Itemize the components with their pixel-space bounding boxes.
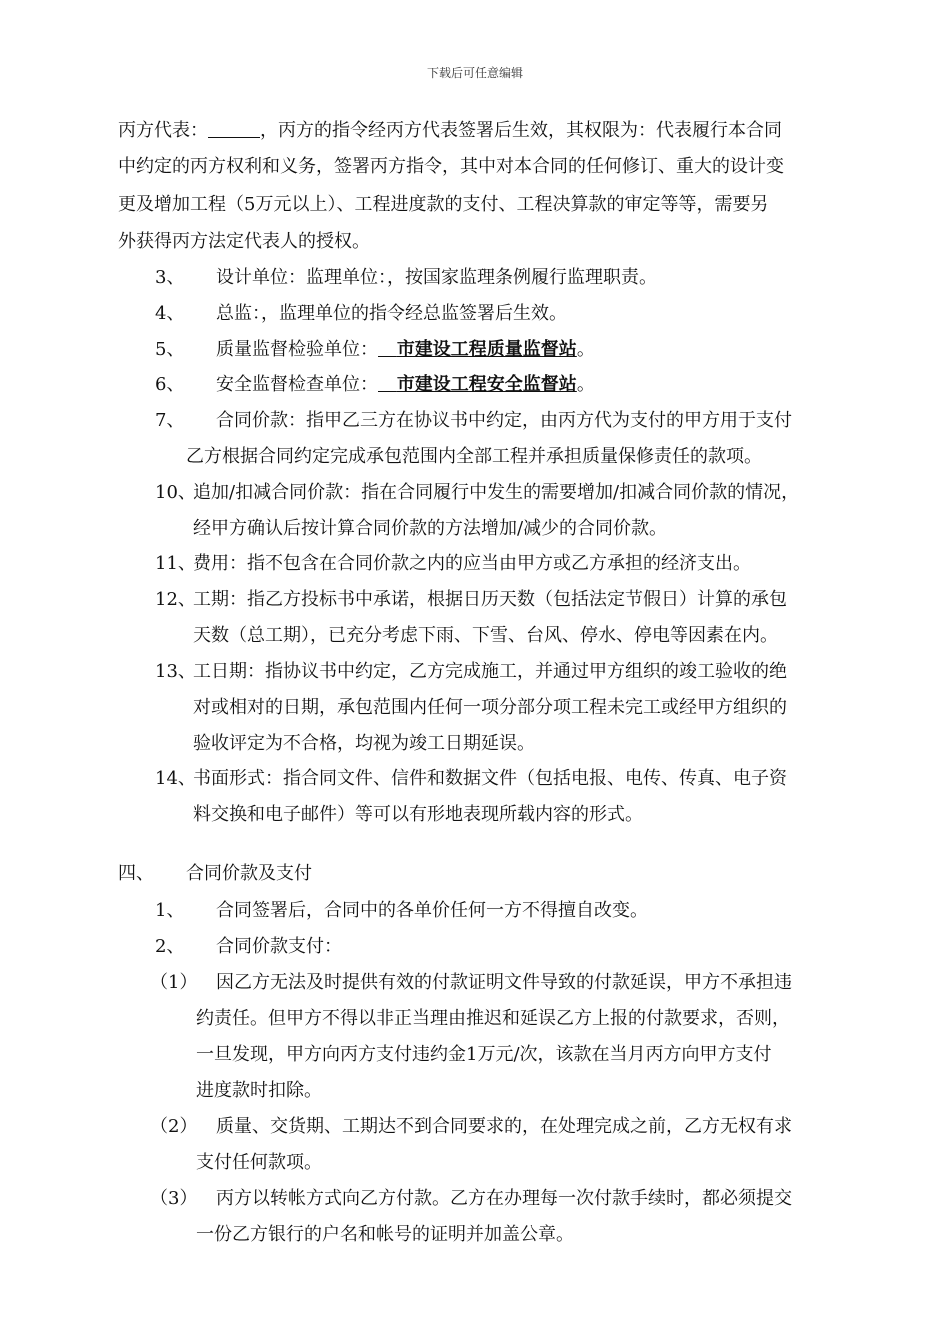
text: 市建设工程安全监督站 [396,374,577,395]
list-item-text: 总监：，监理单位的指令经总监签署后生效。 [216,303,567,324]
text: ，丙方的指令经丙方代表签署后生效，其权限为：代表履行本合同 [260,120,782,141]
sub-item-continuation: 进度款时扣除。 [196,1080,322,1101]
list-item-text: 工日期：指协议书中约定，乙方完成施工，并通过甲方组织的竣工验收的绝 [193,661,787,682]
blank-field [208,119,260,138]
list-item-number: 14、 [155,768,196,789]
text: 市建设工程质量监督站 [396,339,577,360]
sub-item-continuation: 支付任何款项。 [196,1152,322,1173]
list-item-number: 4、 [155,303,185,324]
list-item-continuation: 对或相对的日期，承包范围内任何一项分部分项工程未完工或经甲方组织的 [193,697,787,718]
sub-item-text: 质量、交货期、工期达不到合同要求的，在处理完成之前，乙方无权有求 [216,1116,792,1137]
list-item-number: 1、 [155,900,185,921]
list-item-continuation: 验收评定为不合格，均视为竣工日期延误。 [193,733,535,754]
sub-item-continuation: 一旦发现，甲方向丙方支付违约金1万元/次，该款在当月丙方向甲方支付 [196,1044,772,1065]
paragraph-line: 更及增加工程（5万元以上）、工程进度款的支付、工程决算款的审定等等，需要另 [118,194,769,215]
list-item-text: 工期：指乙方投标书中承诺，根据日历天数（包括法定节假日）计算的承包 [193,589,787,610]
text: 。 [576,374,595,395]
sub-item-number: （3） [150,1188,198,1209]
list-item-continuation: 乙方根据合同约定完成承包范围内全部工程并承担质量保修责任的款项。 [186,446,762,467]
list-item-text: 费用：指不包含在合同价款之内的应当由甲方或乙方承担的经济支出。 [193,553,751,574]
section-title: 合同价款及支付 [186,863,312,884]
list-item-number: 13、 [155,661,196,682]
list-item-text: 追加/扣减合同价款：指在合同履行中发生的需要增加/扣减合同价款的情况， [193,482,800,503]
list-item-number: 2、 [155,936,185,957]
underlined-name [378,374,577,395]
text: 。 [576,339,595,360]
list-item-text: 合同价款支付： [216,936,342,957]
list-item-number: 11、 [155,553,196,574]
list-item-text: 设计单位：监理单位：，按国家监理条例履行监理职责。 [216,267,657,288]
list-item-continuation: 经甲方确认后按计算合同价款的方法增加/减少的合同价款。 [193,518,668,539]
list-item-number: 3、 [155,267,185,288]
sub-item-text: 因乙方无法及时提供有效的付款证明文件导致的付款延误，甲方不承担违 [216,972,792,993]
list-item-number: 6、 [155,374,185,395]
list-item-text: 合同签署后，合同中的各单价任何一方不得擅自改变。 [216,900,648,921]
text: 安全监督检查单位： [216,374,378,395]
section-number: 四、 [118,863,154,884]
paragraph-line [118,118,782,144]
list-item-number: 10、 [155,482,196,503]
list-item-number: 5、 [155,339,185,360]
sub-item-number: （2） [150,1116,198,1137]
underlined-name [378,339,577,360]
list-item-text: 书面形式：指合同文件、信件和数据文件（包括电报、电传、传真、电子资 [193,768,787,789]
sub-item-continuation: 约责任。但甲方不得以非正当理由推迟和延误乙方上报的付款要求，否则， [196,1008,790,1029]
list-item-number: 7、 [155,410,185,431]
sub-item-text: 丙方以转帐方式向乙方付款。乙方在办理每一次付款手续时，都必须提交 [216,1188,792,1209]
paragraph-line: 中约定的丙方权利和义务，签署丙方指令，其中对本合同的任何修订、重大的设计变 [118,156,784,177]
paragraph-line: 外获得丙方法定代表人的授权。 [118,231,370,252]
list-item-text [216,372,595,398]
list-item-continuation: 料交换和电子邮件）等可以有形地表现所载内容的形式。 [193,804,643,825]
sub-item-continuation: 一份乙方银行的户名和帐号的证明并加盖公章。 [196,1224,574,1245]
list-item-text [216,337,595,363]
list-item-number: 12、 [155,589,196,610]
text: 丙方代表： [118,120,208,141]
sub-item-number: （1） [150,972,198,993]
list-item-continuation: 天数（总工期），已充分考虑下雨、下雪、台风、停水、停电等因素在内。 [193,625,778,646]
text: 质量监督检验单位： [216,339,378,360]
page-header: 下载后可任意编辑 [426,66,523,80]
list-item-text: 合同价款：指甲乙三方在协议书中约定，由丙方代为支付的甲方用于支付 [216,410,792,431]
